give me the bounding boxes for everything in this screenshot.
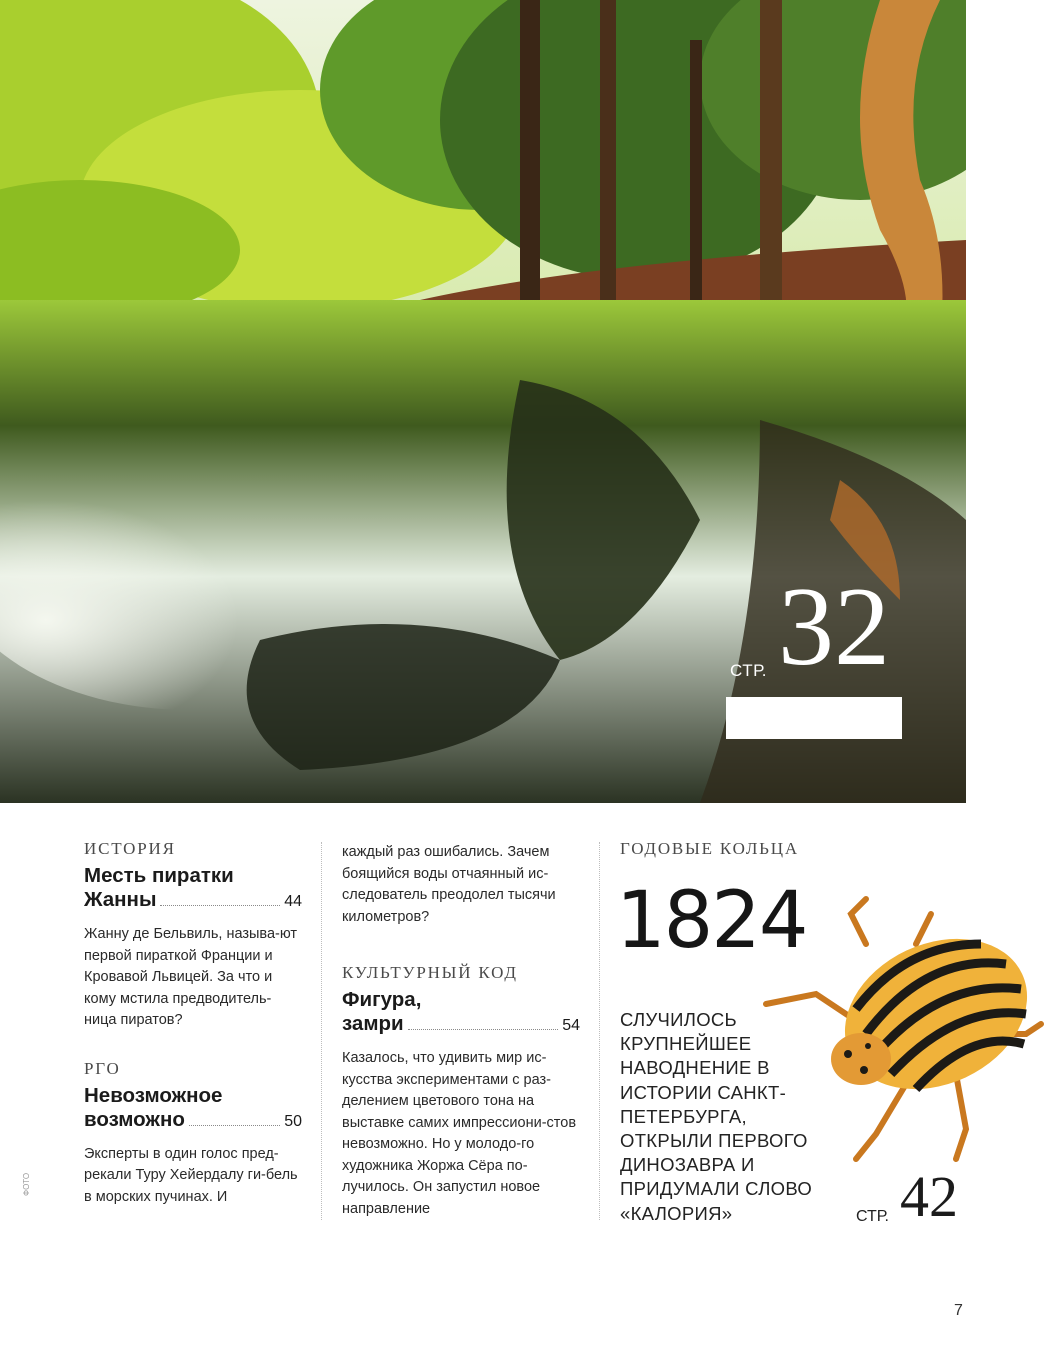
dotted-leader (189, 1111, 280, 1126)
rubric: РГО (84, 1058, 121, 1078)
column-1 (84, 838, 302, 1230)
dotted-leader (408, 1015, 559, 1030)
title-line: Фигура, (342, 988, 422, 1011)
page-ref-prefix: СТР. (730, 661, 767, 680)
beetle-spot (844, 1050, 852, 1058)
year-number: 1824 (616, 876, 807, 966)
photo-credit: ФОТО (22, 1172, 31, 1196)
page-number: 54 (562, 1017, 580, 1034)
title-line: Месть пиратки (84, 864, 234, 887)
article-culture-code[interactable] (342, 962, 580, 1220)
article-teaser: Казалось, что удивить мир ис-кусства экспериментами с раз-делением цветового тона на выставке самих импрессиони-стов невозможно. Но у молодо-го художника Жоржа Сёра по-лучилось. Он запустил новое направление (342, 1050, 577, 1217)
rubric: ИСТОРИЯ (84, 839, 176, 858)
column-divider (599, 842, 600, 1220)
title-line: Невозможное (84, 1083, 223, 1107)
page-folio: 7 (954, 1302, 963, 1319)
column-divider (321, 842, 322, 1220)
article-title[interactable] (84, 1084, 302, 1134)
year-fact: СЛУЧИЛОСЬ КРУПНЕЙШЕЕ НАВОДНЕНИЕ В ИСТОРИИ САНКТ-ПЕТЕРБУРГА, ОТКРЫЛИ ПЕРВОГО ДИНОЗАВРА И ПРИДУМАЛИ СЛОВО «КАЛОРИЯ» (620, 1009, 813, 1224)
page-ref-bar (726, 697, 902, 739)
article-teaser: Жанну де Бельвиль, называ-ют первой пираткой Франции и Кровавой Львицей. За что и кому мстила предводитель-ница пиратов? (84, 926, 298, 1028)
beetle-spot (860, 1066, 868, 1074)
title-line: возможно (84, 1107, 185, 1131)
column-2 (342, 838, 580, 1242)
rubric: ГОДОВЫЕ КОЛЬЦА (620, 839, 799, 858)
page-ref-number: 42 (900, 1164, 958, 1229)
title-line: замри (342, 1012, 404, 1035)
rubric: КУЛЬТУРНЫЙ КОД (342, 963, 518, 982)
page-number: 44 (284, 893, 302, 910)
article-title[interactable] (342, 988, 580, 1038)
title-line: Жанны (84, 888, 157, 911)
page-ref-prefix: СТР. (856, 1208, 889, 1225)
page-number: 50 (284, 1112, 302, 1130)
page-ref-42[interactable] (856, 1164, 976, 1229)
colorado-beetle-image (756, 884, 1045, 1174)
page-ref-32[interactable] (726, 565, 906, 743)
teaser-continuation: каждый раз ошибались. Зачем боящийся воды отчаянный ис-следователь преодолел тысячи километров? (342, 844, 556, 925)
beetle-head (831, 1033, 891, 1085)
dotted-leader (160, 891, 280, 906)
article-title[interactable] (84, 864, 302, 914)
article-teaser: Эксперты в один голос пред-рекали Туру Хейердалу ги-бель в морских пучинах. И (84, 1145, 298, 1205)
beetle-spot (865, 1043, 871, 1049)
article-history[interactable] (84, 838, 302, 1032)
article-rgo[interactable] (84, 1058, 302, 1209)
page-ref-number: 32 (778, 565, 890, 689)
